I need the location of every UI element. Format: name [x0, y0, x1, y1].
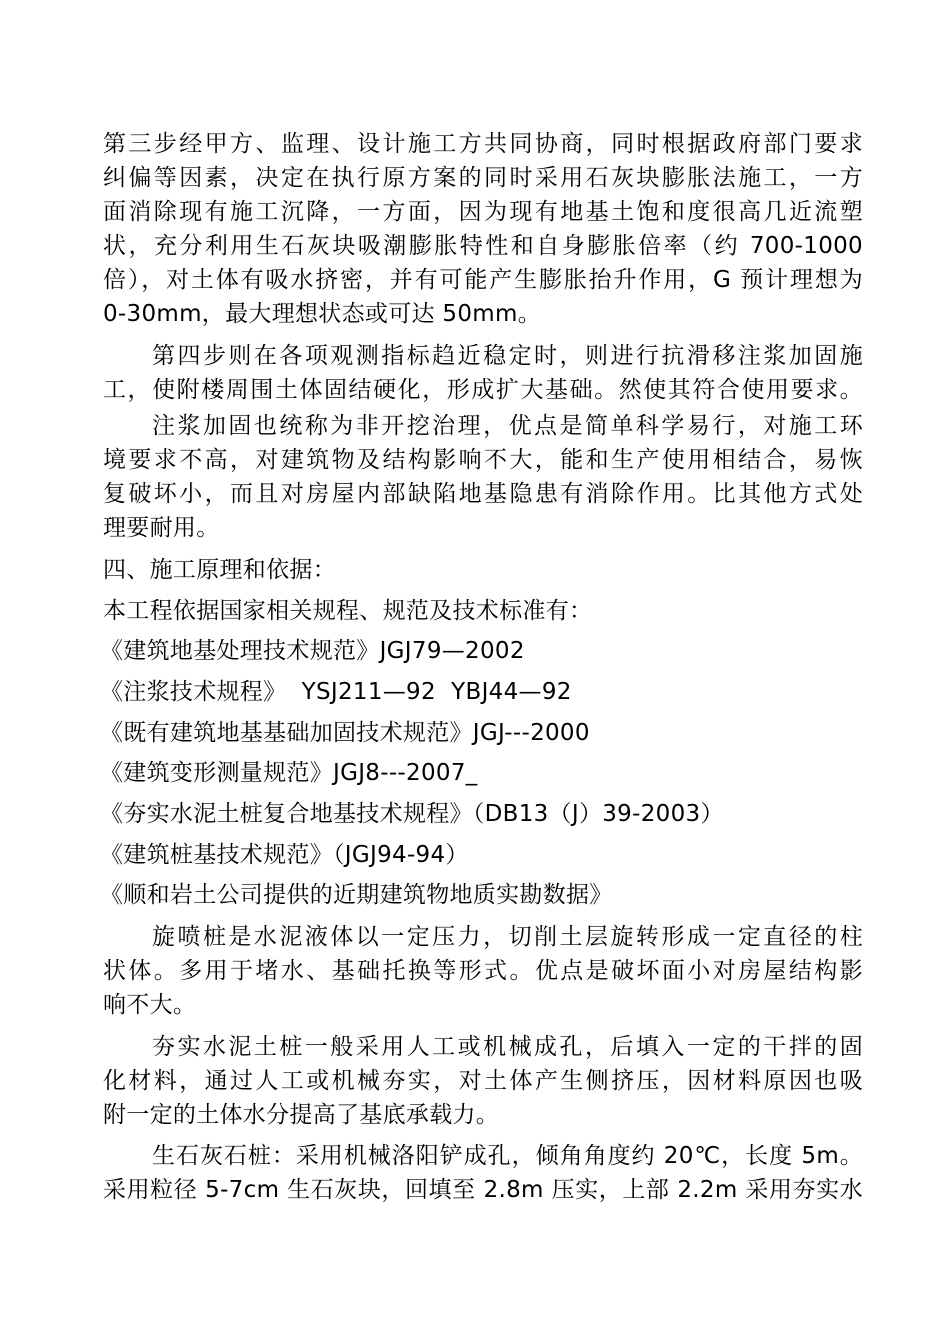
standards-intro: 本工程依据国家相关规程、规范及技术标准有：	[103, 598, 593, 624]
paragraph-line: 复破坏小，而且对房屋内部缺陷地基隐患有消除作用。比其他方式处	[103, 481, 863, 507]
paragraph-line: 附一定的土体水分提高了基底承载力。	[103, 1102, 500, 1128]
paragraph-line: 0-30mm，最大理想状态或可达 50mm。	[103, 301, 541, 327]
paragraph-line: 状体。多用于堵水、基础托换等形式。优点是破坏面小对房屋结构影	[103, 958, 863, 984]
paragraph-line: 响不大。	[103, 992, 197, 1018]
standard-item: 《注浆技术规程》 YSJ211—92 YBJ44—92	[100, 679, 572, 705]
paragraph-line: 旋喷桩是水泥液体以一定压力，切削土层旋转形成一定直径的柱	[152, 924, 863, 950]
paragraph-line: 工，使附楼周围土体固结硬化，形成扩大基础。然使其符合使用要求。	[103, 377, 863, 403]
paragraph-line: 纠偏等因素，决定在执行原方案的同时采用石灰块膨胀法施工，一方	[103, 165, 863, 191]
paragraph-line: 采用粒径 5-7cm 生石灰块，回填至 2.8m 压实，上部 2.2m 采用夯实水	[103, 1177, 863, 1203]
paragraph-line: 面消除现有施工沉降，一方面，因为现有地基土饱和度很高几近流塑	[103, 199, 863, 225]
section-heading: 四、施工原理和依据：	[103, 557, 336, 583]
paragraph-line: 生石灰石桩：采用机械洛阳铲成孔，倾角角度约 20℃，长度 5m。	[152, 1143, 863, 1169]
standard-item: 《建筑桩基技术规范》（JGJ94-94）	[100, 842, 469, 868]
paragraph-line: 第四步则在各项观测指标趋近稳定时，则进行抗滑移注浆加固施	[152, 343, 863, 369]
standard-item: 《建筑地基处理技术规范》JGJ79—2002	[100, 638, 525, 664]
paragraph-line: 第三步经甲方、监理、设计施工方共同协商，同时根据政府部门要求	[103, 131, 863, 157]
standard-item: 《既有建筑地基基础加固技术规范》JGJ---2000	[100, 720, 590, 746]
standard-item: 《夯实水泥土桩复合地基技术规程》（DB13（J）39-2003）	[100, 801, 724, 827]
paragraph-line: 倍），对土体有吸水挤密，并有可能产生膨胀抬升作用，G 预计理想为	[103, 267, 863, 293]
paragraph-line: 化材料，通过人工或机械夯实，对土体产生侧挤压，因材料原因也吸	[103, 1068, 863, 1094]
standard-item: 《顺和岩土公司提供的近期建筑物地质实勘数据》	[100, 882, 613, 908]
paragraph-line: 注浆加固也统称为非开挖治理，优点是简单科学易行，对施工环	[152, 413, 863, 439]
paragraph-line: 状，充分利用生石灰块吸潮膨胀特性和自身膨胀倍率（约 700-1000	[103, 233, 863, 259]
paragraph-line: 夯实水泥土桩一般采用人工或机械成孔，后填入一定的干拌的固	[152, 1034, 863, 1060]
paragraph-line: 境要求不高，对建筑物及结构影响不大，能和生产使用相结合，易恢	[103, 447, 863, 473]
paragraph-line: 理要耐用。	[103, 515, 220, 541]
standard-item: 《建筑变形测量规范》JGJ8---2007_	[100, 760, 478, 786]
